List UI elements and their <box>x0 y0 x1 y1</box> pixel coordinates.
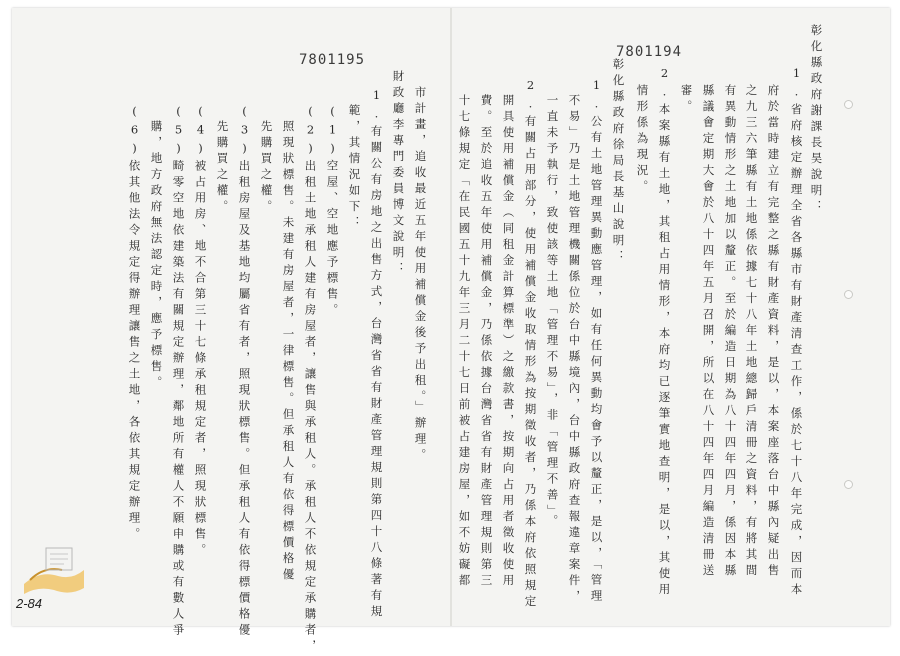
binder-hole <box>844 100 853 109</box>
document-number-left: 7801195 <box>299 52 366 68</box>
text-column: 費。至於追收五年使用補償金，乃係依據台灣省省有財產管理規則第三 <box>479 94 494 590</box>
text-column: 一直未予執行，致使該等土地「管理不易」，非「管理不善」。 <box>545 94 560 531</box>
text-column: (1)空屋、空地應予標售。 <box>325 104 340 320</box>
text-column: 府於當時建立有完整之縣有財產資料，是以，本案座落台中縣內疑出售 <box>766 84 781 580</box>
text-column: 市計畫，追收最近五年使用補償金後予出租。」辦理。 <box>413 86 428 465</box>
text-column: (4)被占用房、地不合第三十七條承租規定者，照現狀標售。 <box>193 104 208 560</box>
text-column: 十七條規定「在民國五十九年三月二十七日前被占建房屋，如不妨礙都 <box>457 94 472 590</box>
binder-hole <box>844 480 853 489</box>
document-page <box>12 8 890 656</box>
text-column: 情形係為現況。 <box>635 84 650 196</box>
text-column: 先購買之權。 <box>259 120 274 216</box>
text-column: 之九三六筆縣有土地係依據七十八年土地總歸戶清冊之資料，有將其間 <box>744 84 759 580</box>
text-column: (3)出租房屋及基地均屬省有者，照現狀標售。但承租人有依得標價格優 <box>237 104 252 640</box>
text-column: 財政廳李專門委員博文說明： <box>391 70 406 278</box>
text-column: (2)出租土地承租人建有房屋者，讓售與承租人。承租人不依規定承購者， <box>303 104 318 656</box>
text-column: 2.本案縣有土地，其租占用情形，本府均已逐筆實地查明，是以，其使用 <box>657 66 672 599</box>
text-column: 照現狀標售。未建有房屋者，一律標售。但承租人有依得標價格優 <box>281 120 296 584</box>
archive-logo-icon <box>18 540 90 600</box>
text-column: 不易」乃是土地管理機關係位於台中縣境內，台中縣政府查報違章案件， <box>567 94 582 606</box>
text-column: 2.有關占用部分，使用補償金收取情形為按期徵收者，乃係本府依照規定 <box>523 78 538 611</box>
text-column: 1.省府核定辦理全省各縣市有財產清查工作，係於七十八年完成，因而本 <box>789 66 804 599</box>
binder-hole <box>844 290 853 299</box>
text-column: 縣議會定期大會於八十四年五月召開，所以在八十四年四月編造清冊送 <box>701 84 716 580</box>
text-column: (6)依其他法令規定得辦理讓售之土地，各依其規定辦理。 <box>127 104 142 544</box>
page-mark: 2-84 <box>16 596 43 611</box>
text-column: 1.公有土地管理異動應管理，如有任何異動均會予以釐正，是以，「管理 <box>589 78 604 606</box>
text-column: 購，地方政府無法認定時，應予標售。 <box>149 120 164 392</box>
text-column: (5)畸零空地依建築法有關規定辦理，鄰地所有權人不願申購或有數人爭 <box>171 104 186 640</box>
text-column: 審。 <box>679 84 694 116</box>
text-column: 先購買之權。 <box>215 120 230 216</box>
page-fold <box>450 8 452 626</box>
text-column: 有異動情形之土地加以釐正。至於編造日期為八十四年四月，係因本縣 <box>723 84 738 580</box>
text-column: 1.有關公有房地之出售方式，台灣省省有財產管理規則第四十八條著有規 <box>369 88 384 621</box>
text-column: 彰化縣政府徐局長基山說明： <box>611 58 626 266</box>
document-number-right: 7801194 <box>616 44 683 60</box>
text-column: 範，其情況如下： <box>347 104 362 232</box>
text-column: 彰化縣政府謝課長昊說明： <box>809 24 824 216</box>
text-column: 開具使用補償金（同租金計算標準）之繳款書，按期向占用者徵收使用 <box>501 94 516 590</box>
